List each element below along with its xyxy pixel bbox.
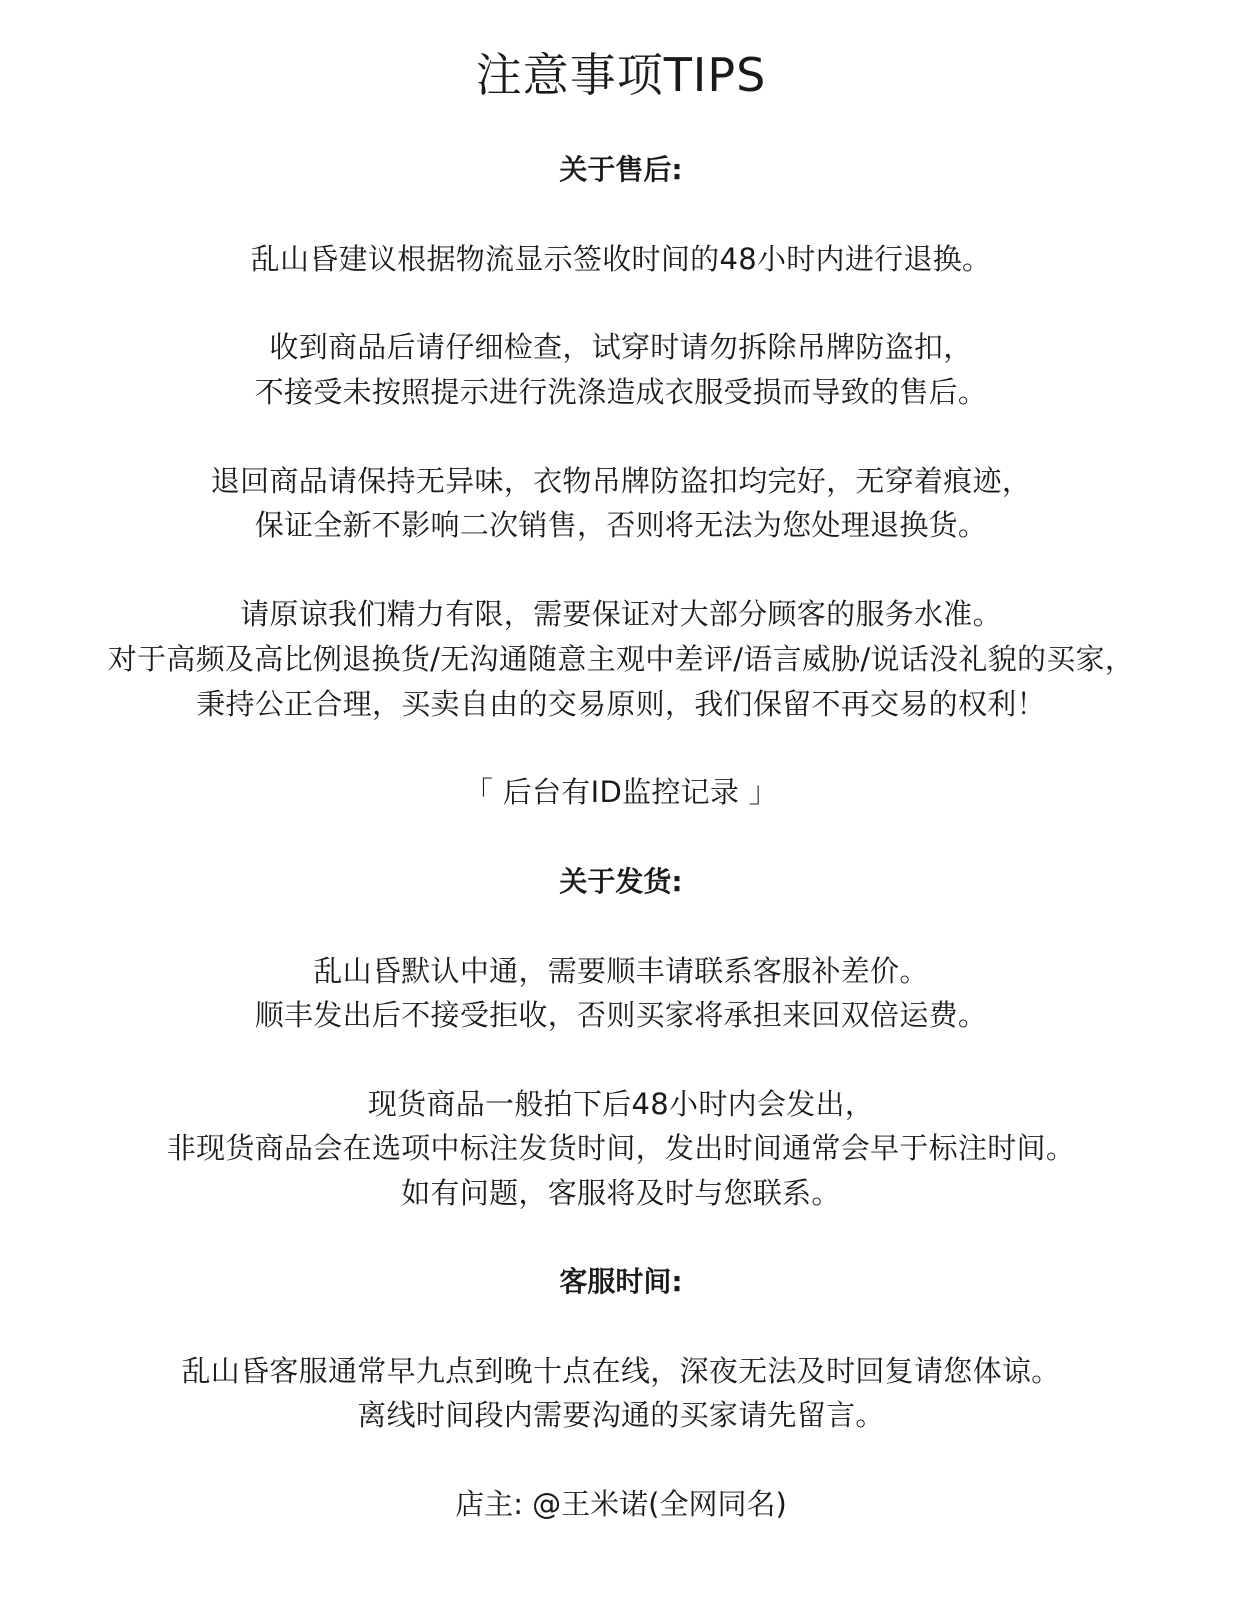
shop-owner-signature: 店主: @王米诺(全网同名) bbox=[455, 1487, 787, 1521]
service-hours-text-line: 乱山昏客服通常早九点到晚十点在线，深夜无法及时回复请您体谅。 bbox=[181, 1354, 1061, 1388]
shipping-text-line: 顺丰发出后不接受拒收，否则买家将承担来回双倍运费。 bbox=[254, 998, 988, 1032]
id-monitoring-note: 「 后台有ID监控记录 」 bbox=[463, 775, 779, 809]
shipping-text-line: 乱山昏默认中通，需要顺丰请联系客服补差价。 bbox=[313, 954, 929, 988]
after-sales-text-line: 退回商品请保持无异味，衣物吊牌防盗扣均完好，无穿着痕迹， bbox=[210, 464, 1032, 498]
after-sales-text-line: 请原谅我们精力有限，需要保证对大部分顾客的服务水准。 bbox=[240, 597, 1002, 631]
after-sales-heading: 关于售后: bbox=[559, 153, 683, 186]
service-hours-heading: 客服时间: bbox=[559, 1265, 683, 1298]
after-sales-text-line: 秉持公正合理，买卖自由的交易原则，我们保留不再交易的权利！ bbox=[196, 687, 1046, 721]
after-sales-text-line: 乱山昏建议根据物流显示签收时间的48小时内进行退换。 bbox=[250, 242, 992, 276]
shipping-heading: 关于发货: bbox=[559, 865, 683, 898]
service-hours-text-line: 离线时间段内需要沟通的买家请先留言。 bbox=[357, 1398, 885, 1432]
after-sales-text-line: 不接受未按照提示进行洗涤造成衣服受损而导致的售后。 bbox=[254, 375, 988, 409]
after-sales-text-line: 对于高频及高比例退换货/无沟通随意主观中差评/语言威胁/说话没礼貌的买家， bbox=[107, 642, 1135, 676]
shipping-text-line: 现货商品一般拍下后48小时内会发出， bbox=[367, 1087, 875, 1121]
shipping-text-line: 非现货商品会在选项中标注发货时间，发出时间通常会早于标注时间。 bbox=[166, 1131, 1076, 1165]
after-sales-text-line: 保证全新不影响二次销售，否则将无法为您处理退换货。 bbox=[254, 508, 988, 542]
shipping-text-line: 如有问题，客服将及时与您联系。 bbox=[401, 1176, 841, 1210]
after-sales-text-line: 收到商品后请仔细检查，试穿时请勿拆除吊牌防盗扣， bbox=[269, 330, 973, 364]
page-title: 注意事项TIPS bbox=[475, 48, 767, 102]
